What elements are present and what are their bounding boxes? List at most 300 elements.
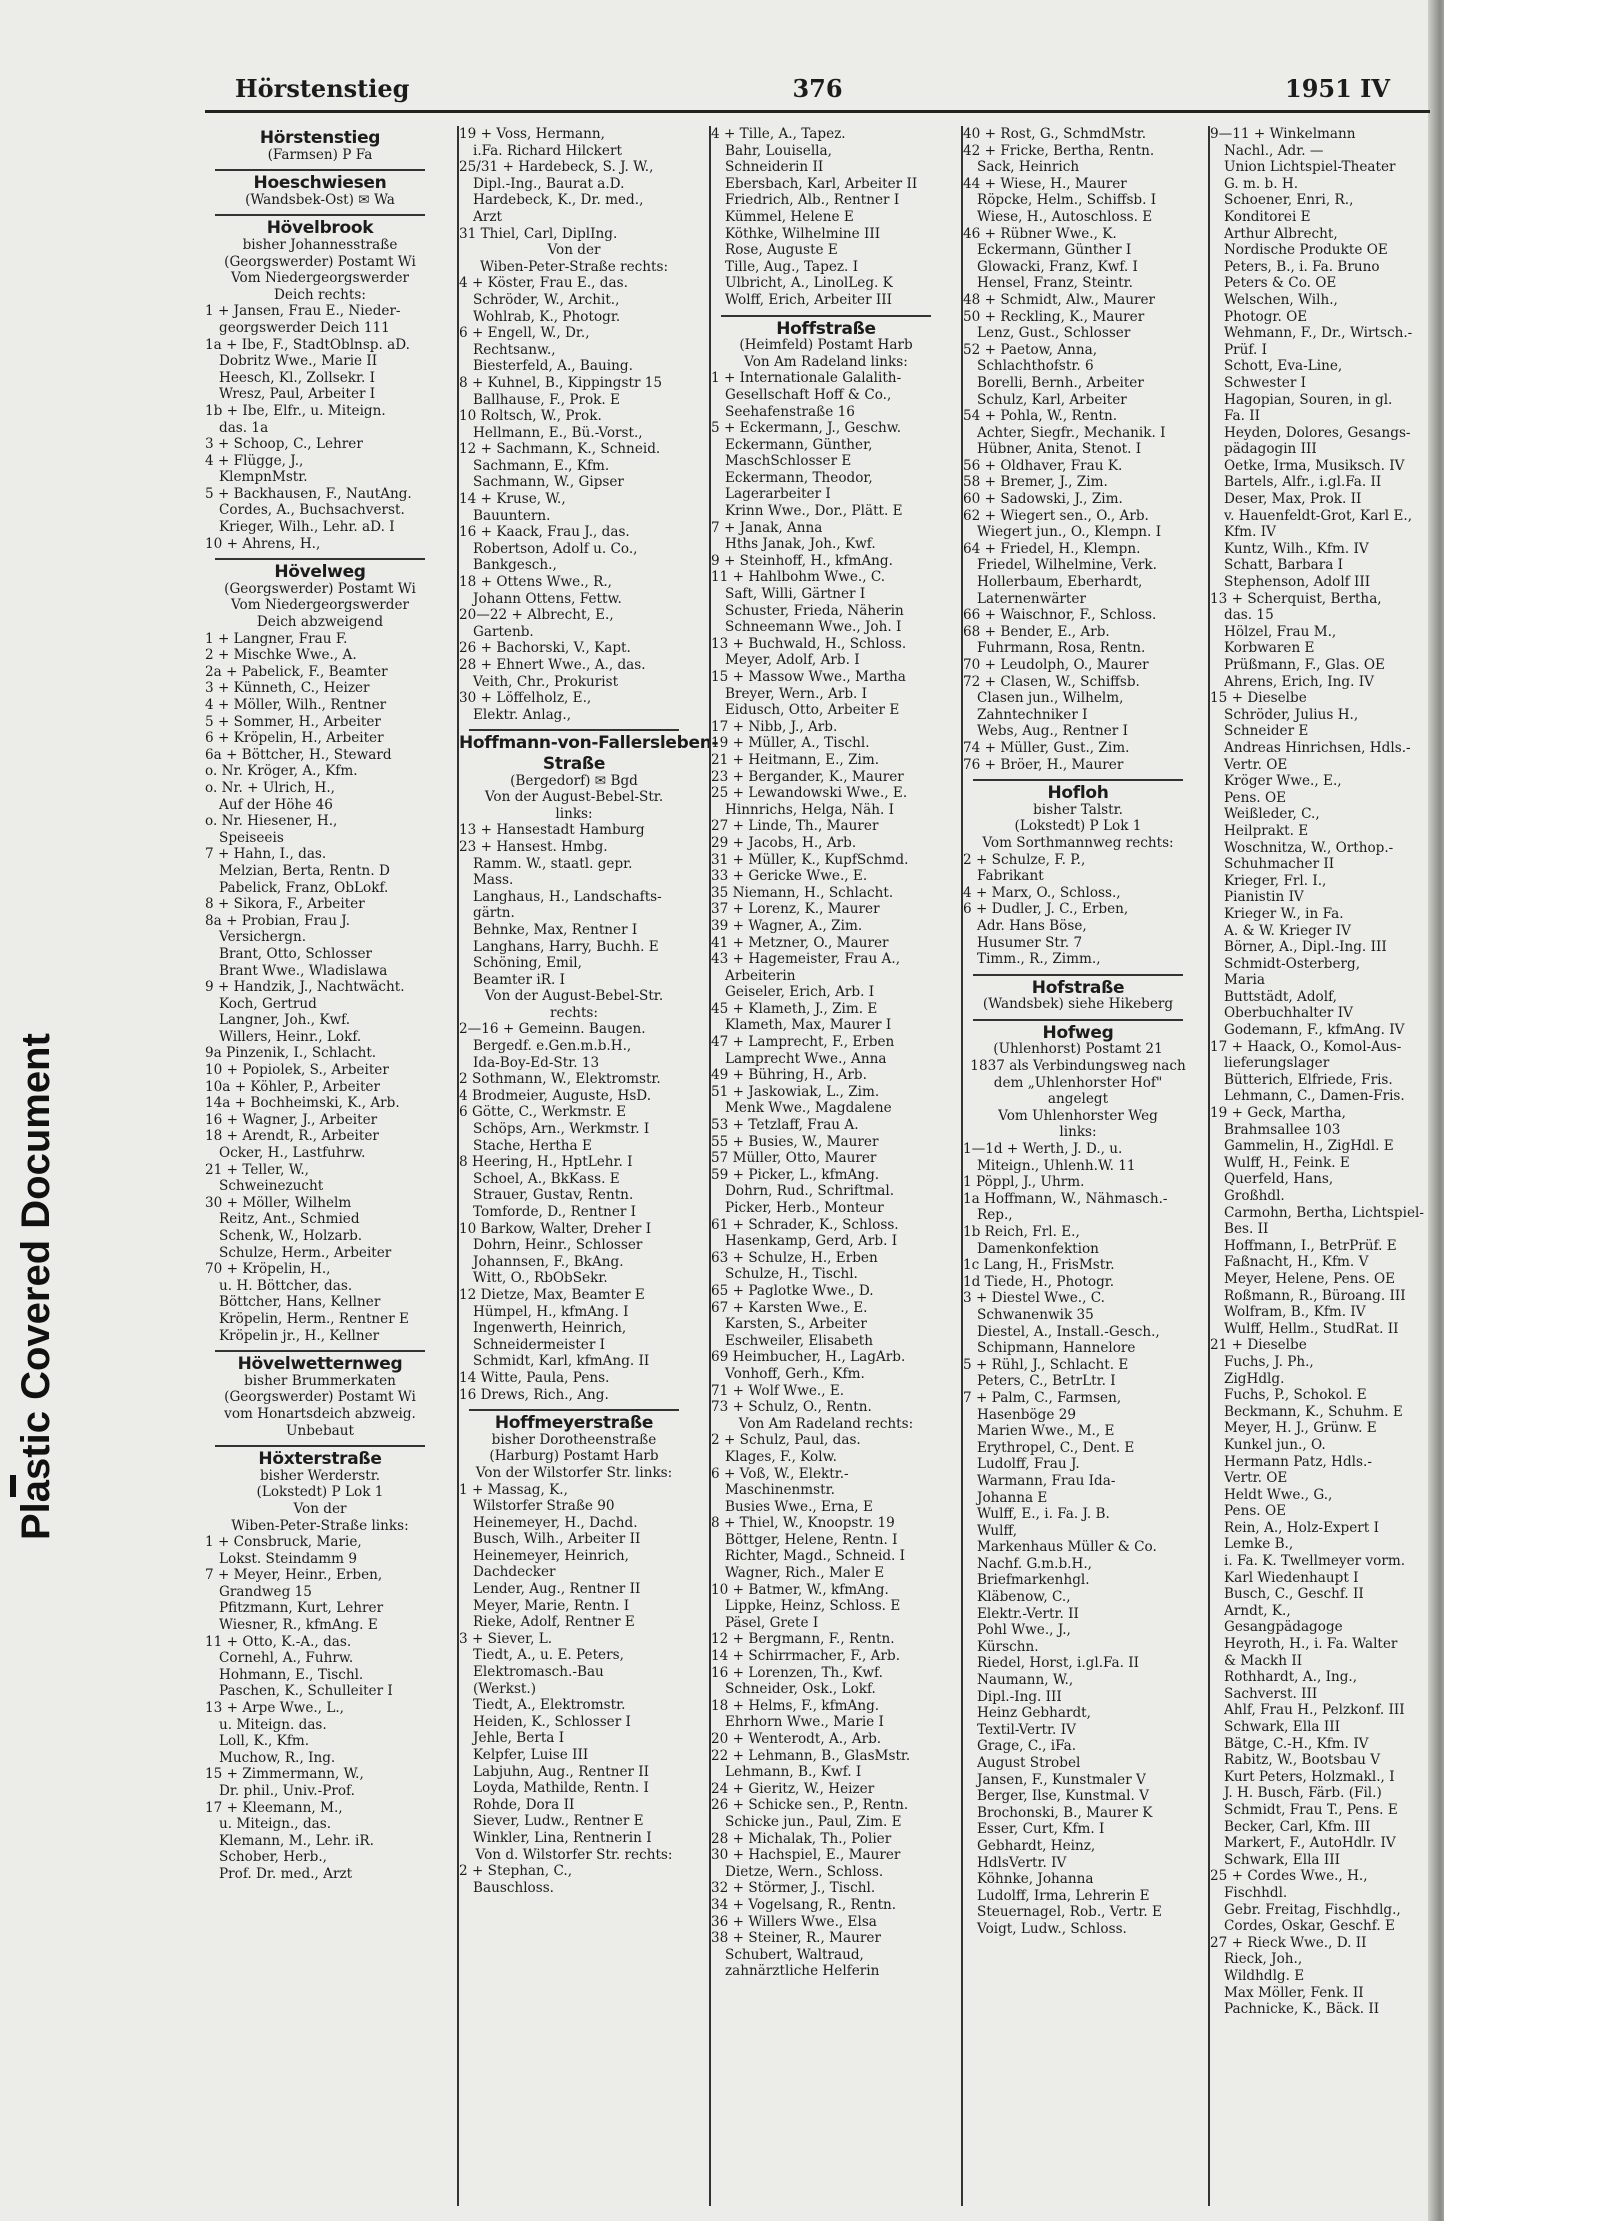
resident-entry: 8a + Probian, Frau J. xyxy=(205,912,350,929)
resident-entry: 42 + Fricke, Bertha, Rentn. xyxy=(963,142,1155,159)
resident-entry: v. Hauenfeldt-Grot, Karl E., xyxy=(1224,507,1413,524)
resident-entry: Hellmann, E., Bü.-Vorst., xyxy=(473,424,643,441)
resident-entry: das. 1a xyxy=(219,419,269,436)
resident-entry: Bauuntern. xyxy=(473,507,551,524)
resident-entry: Rein, A., Holz-Expert I xyxy=(1224,1519,1379,1536)
section-divider xyxy=(215,169,425,171)
resident-entry: Hardebeck, K., Dr. med., xyxy=(473,192,644,209)
resident-entry: Brahmsallee 103 xyxy=(1224,1121,1341,1138)
resident-entry: Schulze, Herm., Arbeiter xyxy=(219,1244,392,1261)
resident-entry: Damenkonfektion xyxy=(977,1240,1099,1257)
street-note: angelegt xyxy=(1047,1091,1109,1108)
resident-entry: Schröder, W., Archit., xyxy=(473,291,620,308)
resident-entry: Menk Wwe., Magdalene xyxy=(725,1100,892,1117)
resident-entry: 1c Lang, H., FrisMstr. xyxy=(963,1257,1115,1274)
resident-entry: Markenhaus Müller & Co. xyxy=(977,1539,1157,1556)
resident-entry: Bankgesch., xyxy=(473,557,557,574)
resident-entry: Marien Wwe., M., E xyxy=(977,1423,1115,1440)
resident-entry: Sachmann, W., Gipser xyxy=(473,474,624,491)
resident-entry: Vertr. OE xyxy=(1224,1470,1288,1487)
resident-entry: Schneider E xyxy=(1224,723,1309,740)
resident-entry: 18 + Helms, F., kfmAng. xyxy=(711,1697,880,1714)
resident-entry: Schmidt-Osterberg, xyxy=(1224,955,1361,972)
resident-entry: 4 + Marx, O., Schloss., xyxy=(963,884,1121,901)
resident-entry: Prof. Dr. med., Arzt xyxy=(219,1865,353,1882)
resident-entry: Beamter iR. I xyxy=(473,971,565,988)
resident-entry: Glowacki, Franz, Kwf. I xyxy=(977,258,1138,275)
street-heading: Hövelbrook xyxy=(266,218,374,239)
street-note: (Georgswerder) Postamt Wi xyxy=(224,253,416,270)
resident-entry: 15 + Massow Wwe., Martha xyxy=(711,669,906,685)
resident-entry: Webs, Aug., Rentner I xyxy=(977,723,1128,740)
resident-entry: 63 + Schulze, H., Erben xyxy=(711,1249,878,1266)
resident-entry: Dohrn, Rud., Schriftmal. xyxy=(725,1183,895,1200)
street-heading: Hofweg xyxy=(1042,1022,1114,1043)
resident-entry: Cornehl, A., Fuhrw. xyxy=(219,1650,354,1667)
street-note: Von Am Radeland rechts: xyxy=(738,1415,914,1432)
resident-entry: 26 + Schicke sen., P., Rentn. xyxy=(711,1797,909,1814)
resident-entry: 69 Heimbucher, H., LagArb. xyxy=(711,1349,906,1366)
header-year-part: 1951 IV xyxy=(1285,74,1390,103)
resident-entry: Schwanenwik 35 xyxy=(977,1306,1094,1323)
street-note: Vom Uhlenhorster Weg xyxy=(998,1107,1158,1124)
resident-entry: Ahrens, Erich, Ing. IV xyxy=(1224,673,1374,690)
resident-entry: 66 + Waischnor, F., Schloss. xyxy=(963,607,1157,624)
resident-entry: 6 + Engell, W., Dr., xyxy=(459,325,590,342)
resident-entry: Gesangpädagoge xyxy=(1224,1619,1343,1636)
resident-entry: Warmann, Frau Ida- xyxy=(977,1472,1116,1489)
resident-entry: Heinemeyer, H., Dachd. xyxy=(473,1514,638,1531)
resident-entry: Korbwaren E xyxy=(1224,640,1315,657)
resident-entry: Hensel, Franz, Steintr. xyxy=(977,275,1133,292)
resident-entry: Rothhardt, A., Ing., xyxy=(1224,1669,1358,1686)
resident-entry: u. Miteign., das. xyxy=(219,1816,332,1833)
street-note: (Harburg) Postamt Harb xyxy=(489,1448,659,1465)
street-note: bisher Johannesstraße xyxy=(242,236,398,253)
resident-entry: Lamprecht Wwe., Anna xyxy=(725,1050,887,1067)
resident-entry: Rose, Auguste E xyxy=(725,242,838,259)
resident-entry: Kelpfer, Luise III xyxy=(473,1747,589,1763)
column-5 xyxy=(1208,126,1432,2206)
resident-entry: Bes. II xyxy=(1224,1221,1269,1238)
resident-entry: Buttstädt, Adolf, xyxy=(1224,988,1337,1005)
resident-entry: 1 + Langner, Frau F. xyxy=(205,630,348,647)
section-divider xyxy=(721,315,931,317)
resident-entry: 10 + Popiolek, S., Arbeiter xyxy=(205,1062,389,1079)
resident-entry: Kläbenow, C., xyxy=(977,1589,1071,1606)
resident-entry: 70 + Kröpelin, H., xyxy=(205,1261,331,1278)
resident-entry: o. Nr. + Ulrich, H., xyxy=(205,779,335,796)
resident-entry: Eckermann, Theodor, xyxy=(725,469,873,486)
resident-entry: 39 + Wagner, A., Zim. xyxy=(711,917,863,934)
resident-entry: 21 + Heitmann, E., Zim. xyxy=(711,751,880,768)
resident-entry: 1b + Ibe, Elfr., u. Miteign. xyxy=(205,402,386,419)
resident-entry: Wohlrab, K., Photogr. xyxy=(473,308,621,325)
resident-entry: G. m. b. H. xyxy=(1224,175,1299,192)
resident-entry: i. Fa. K. Twellmeyer vorm. xyxy=(1224,1553,1406,1570)
resident-entry: Klameth, Max, Maurer I xyxy=(725,1017,892,1034)
resident-entry: i.Fa. Richard Hilckert xyxy=(473,142,622,159)
resident-entry: Busch, Wilh., Arbeiter II xyxy=(473,1531,641,1548)
resident-entry: Stache, Hertha E xyxy=(473,1137,592,1154)
resident-entry: 26 + Bachorski, V., Kapt. xyxy=(459,640,631,657)
street-note: Vom Sorthmannweg rechts: xyxy=(982,834,1174,851)
resident-entry: 2 + Schulze, F. P., xyxy=(963,851,1086,868)
street-heading: Hofstraße xyxy=(1031,977,1125,998)
resident-entry: Wiese, H., Autoschloss. E xyxy=(977,208,1153,225)
resident-entry: 3 + Diestel Wwe., C. xyxy=(963,1290,1105,1307)
resident-entry: Wiesner, R., kfmAng. E xyxy=(219,1617,378,1634)
directory-page xyxy=(205,60,1430,2210)
street-note: (Lokstedt) P Lok 1 xyxy=(256,1484,384,1501)
resident-entry: Vertr. OE xyxy=(1224,756,1288,773)
resident-entry: 4 + Tille, A., Tapez. xyxy=(711,126,846,142)
resident-entry: Nachf. G.m.b.H., xyxy=(977,1555,1092,1572)
resident-entry: 5 + Backhausen, F., NautAng. xyxy=(205,485,412,502)
resident-entry: 13 + Hansestadt Hamburg xyxy=(459,822,645,839)
resident-entry: Heilprakt. E xyxy=(1224,822,1309,839)
resident-entry: Husumer Str. 7 xyxy=(977,934,1083,951)
resident-entry: 41 + Metzner, O., Maurer xyxy=(711,934,889,951)
resident-entry: 21 + Teller, W., xyxy=(205,1161,310,1178)
resident-entry: & Mackh II xyxy=(1224,1652,1303,1669)
resident-entry: Clasen jun., Wilhelm, xyxy=(977,690,1124,707)
section-divider xyxy=(215,1445,425,1447)
resident-entry: Carmohn, Bertha, Lichtspiel- xyxy=(1224,1204,1424,1221)
street-note: (Bergedorf) ✉ Bgd xyxy=(510,772,638,789)
resident-entry: Schmidt, Frau T., Pens. E xyxy=(1224,1801,1398,1818)
resident-entry: Hths Janak, Joh., Kwf. xyxy=(725,536,876,553)
street-note: links: xyxy=(555,805,593,822)
resident-entry: 9a Pinzenik, I., Schlacht. xyxy=(205,1045,377,1062)
resident-entry: Maria xyxy=(1224,972,1265,989)
resident-entry: Fabrikant xyxy=(977,868,1044,885)
street-heading: Hörstenstieg xyxy=(259,128,381,148)
resident-entry: 18 + Ottens Wwe., R., xyxy=(459,574,612,591)
resident-entry: Schwark, Ella III xyxy=(1224,1719,1340,1735)
resident-entry: Lehmann, B., Kwf. I xyxy=(725,1764,862,1781)
resident-entry: 9—11 + Winkelmann xyxy=(1210,126,1356,142)
resident-entry: 14 Witte, Paula, Pens. xyxy=(459,1369,610,1386)
street-note: (Wandsbek) siehe Hikeberg xyxy=(982,996,1174,1013)
column-4 xyxy=(961,126,1193,2206)
resident-entry: 16 Drews, Rich., Ang. xyxy=(459,1386,609,1403)
resident-entry: Peters, C., BetrLtr. I xyxy=(977,1373,1116,1390)
resident-entry: 6a + Böttcher, H., Steward xyxy=(205,746,392,763)
resident-entry: 10a + Köhler, P., Arbeiter xyxy=(205,1078,380,1095)
resident-entry: 6 + Voß, W., Elektr.- xyxy=(711,1465,849,1482)
resident-entry: Schober, Herb., xyxy=(219,1849,327,1866)
resident-entry: Großhdl. xyxy=(1224,1188,1285,1204)
resident-entry: Erythropel, C., Dent. E xyxy=(977,1439,1135,1456)
resident-entry: Fuchs, J. Ph., xyxy=(1224,1353,1314,1370)
resident-entry: Seehafenstraße 16 xyxy=(725,403,855,420)
resident-entry: Steuernagel, Rob., Vertr. E xyxy=(977,1904,1162,1921)
resident-entry: Oetke, Irma, Musiksch. IV xyxy=(1224,457,1405,474)
resident-entry: Peters, B., i. Fa. Bruno xyxy=(1224,258,1380,275)
street-heading: Hövelwetternweg xyxy=(237,1354,403,1375)
resident-entry: Muchow, R., Ing. xyxy=(219,1749,336,1766)
resident-entry: Rechtsanw., xyxy=(473,341,556,358)
resident-entry: Konditorei E xyxy=(1224,208,1311,225)
resident-entry: Heiden, K., Schlosser I xyxy=(473,1713,631,1730)
resident-entry: Schwark, Ella III xyxy=(1224,1851,1340,1868)
resident-entry: 43 + Hagemeister, Frau A., xyxy=(711,951,901,968)
resident-entry: Winkler, Lina, Rentnerin I xyxy=(473,1829,652,1846)
resident-entry: Hasenböge 29 xyxy=(977,1406,1076,1423)
resident-entry: Päsel, Grete I xyxy=(725,1614,819,1631)
resident-entry: Schöning, Emil, xyxy=(473,955,582,972)
resident-entry: 6 + Kröpelin, H., Arbeiter xyxy=(205,730,384,747)
resident-entry: Pfitzmann, Kurt, Lehrer xyxy=(219,1600,384,1617)
resident-entry: Rep., xyxy=(977,1207,1013,1224)
resident-entry: Kümmel, Helene E xyxy=(725,208,854,225)
resident-entry: Schneider, Osk., Lokf. xyxy=(725,1681,876,1698)
resident-entry: 14 + Schirrmacher, F., Arb. xyxy=(711,1648,901,1665)
resident-entry: 55 + Busies, W., Maurer xyxy=(711,1133,879,1150)
street-note: bisher Brummerkaten xyxy=(244,1372,396,1389)
resident-entry: Tomforde, D., Rentner I xyxy=(473,1204,637,1220)
resident-entry: 8 + Kuhnel, B., Kippingstr 15 xyxy=(459,374,663,391)
resident-entry: Gebhardt, Heinz, xyxy=(977,1837,1096,1854)
resident-entry: Veith, Chr., Prokurist xyxy=(473,673,619,690)
resident-entry: Melzian, Berta, Rentn. D xyxy=(219,862,390,879)
resident-entry: Hagopian, Souren, in gl. xyxy=(1224,391,1393,408)
resident-entry: Kuntz, Wilh., Kfm. IV xyxy=(1224,540,1369,557)
street-note: 1837 als Verbindungsweg nach xyxy=(970,1058,1186,1075)
resident-entry: 8 + Thiel, W., Knoopstr. 19 xyxy=(711,1515,895,1532)
street-note: bisher Werderstr. xyxy=(259,1467,381,1484)
resident-entry: 44 + Wiese, H., Maurer xyxy=(963,175,1127,192)
resident-entry: 32 + Störmer, J., Tischl. xyxy=(711,1880,876,1897)
street-note: rechts: xyxy=(550,1004,598,1021)
resident-entry: Schenk, W., Holzarb. xyxy=(219,1228,363,1244)
resident-entry: Krinn Wwe., Dor., Plätt. E xyxy=(725,503,903,520)
resident-entry: u. H. Böttcher, das. xyxy=(219,1277,353,1294)
resident-entry: Fuhrmann, Rosa, Rentn. xyxy=(977,640,1146,657)
resident-entry: Deser, Max, Prok. II xyxy=(1224,491,1362,508)
street-note: Deich rechts: xyxy=(274,286,366,303)
resident-entry: 72 + Clasen, W., Schiffsb. xyxy=(963,673,1140,690)
resident-entry: Naumann, W., xyxy=(977,1672,1074,1689)
resident-entry: Schneiderin II xyxy=(725,159,824,176)
resident-entry: 1 + Internationale Galalith- xyxy=(711,370,902,387)
resident-entry: Lender, Aug., Rentner II xyxy=(473,1581,641,1598)
resident-entry: Dipl.-Ing., Baurat a.D. xyxy=(473,175,625,192)
resident-entry: Andreas Hinrichsen, Hdls.- xyxy=(1224,739,1411,756)
resident-entry: Tiedt, A., Elektromstr. xyxy=(473,1697,626,1714)
resident-entry: Hollerbaum, Eberhardt, xyxy=(977,574,1143,591)
resident-entry: Loll, K., Kfm. xyxy=(219,1733,310,1750)
section-divider xyxy=(469,1409,679,1411)
resident-entry: Woschnitza, W., Orthop.- xyxy=(1224,839,1394,856)
resident-entry: Labjuhn, Aug., Rentner II xyxy=(473,1763,650,1780)
resident-entry: 16 + Lorenzen, Th., Kwf. xyxy=(711,1664,883,1681)
resident-entry: 76 + Bröer, H., Maurer xyxy=(963,756,1124,773)
resident-entry: 46 + Rübner Wwe., K. xyxy=(963,225,1117,242)
resident-entry: Hümpel, H., kfmAng. I xyxy=(473,1303,629,1320)
resident-entry: 36 + Willers Wwe., Elsa xyxy=(711,1913,877,1930)
resident-entry: Beckmann, K., Schuhm. E xyxy=(1224,1403,1403,1420)
resident-entry: 12 Dietze, Max, Beamter E xyxy=(459,1286,645,1303)
resident-entry: Krieger, Frl. I., xyxy=(1224,872,1327,889)
resident-entry: Kfm. IV xyxy=(1224,524,1276,541)
resident-entry: Schulze, H., Tischl. xyxy=(725,1266,858,1283)
resident-entry: Pens. OE xyxy=(1224,1503,1287,1520)
resident-entry: Meyer, Marie, Rentn. I xyxy=(473,1597,630,1614)
resident-entry: Bätge, C.-H., Kfm. IV xyxy=(1224,1735,1369,1752)
resident-entry: Johanna E xyxy=(977,1489,1048,1506)
street-note: dem „Uhlenhorster Hof" xyxy=(993,1074,1163,1091)
resident-entry: 9 + Handzik, J., Nachtwächt. xyxy=(205,979,405,996)
resident-entry: Schatt, Barbara I xyxy=(1224,557,1344,574)
resident-entry: u. Miteign. das. xyxy=(219,1716,327,1733)
resident-entry: 60 + Sadowski, J., Zim. xyxy=(963,491,1123,508)
resident-entry: 47 + Lamprecht, F., Erben xyxy=(711,1034,895,1051)
resident-entry: Diestel, A., Install.-Gesch., xyxy=(977,1323,1160,1340)
section-divider xyxy=(973,1019,1183,1021)
street-note: Von der August-Bebel-Str. xyxy=(484,789,664,806)
resident-entry: Querfeld, Hans, xyxy=(1224,1171,1334,1188)
resident-entry: Schneidermeister I xyxy=(473,1336,606,1353)
resident-entry: Langhaus, H., Landschafts- xyxy=(473,888,662,905)
resident-entry: 30 + Möller, Wilhelm xyxy=(205,1194,352,1211)
resident-entry: 31 Thiel, Carl, DiplIng. xyxy=(459,225,618,242)
resident-entry: 33 + Gericke Wwe., E. xyxy=(711,868,868,885)
street-note: (Georgswerder) Postamt Wi xyxy=(224,1389,416,1406)
resident-entry: Heldt Wwe., G., xyxy=(1224,1486,1333,1503)
resident-entry: Rieck, Joh., xyxy=(1224,1951,1303,1968)
resident-entry: Ludolff, Frau J. xyxy=(977,1456,1080,1473)
header-street-name: Hörstenstieg xyxy=(235,74,410,103)
resident-entry: 1b Reich, Frl. E., xyxy=(963,1224,1080,1240)
resident-entry: 13 + Arpe Wwe., L., xyxy=(205,1700,344,1717)
resident-entry: MaschSchlosser E xyxy=(725,453,852,470)
resident-entry: Pohl Wwe., J., xyxy=(977,1622,1071,1639)
street-note: Von der Wilstorfer Str. links: xyxy=(475,1464,673,1481)
resident-entry: Schott, Eva-Line, xyxy=(1224,358,1343,375)
street-note: Von der xyxy=(293,1500,347,1517)
resident-entry: 1—1d + Werth, J. D., u. xyxy=(963,1141,1123,1158)
resident-entry: Dietze, Wern., Schloss. xyxy=(725,1863,884,1880)
resident-entry: 1 + Consbruck, Marie, xyxy=(205,1534,362,1551)
resident-entry: Biesterfeld, A., Bauing. xyxy=(473,358,633,375)
resident-entry: Tiedt, A., u. E. Peters, xyxy=(473,1647,624,1664)
resident-entry: 5 + Rühl, J., Schlacht. E xyxy=(963,1356,1129,1373)
resident-entry: 2 Sothmann, W., Elektromstr. xyxy=(459,1071,661,1088)
resident-entry: Arbeiterin xyxy=(725,967,796,984)
resident-entry: 17 + Nibb, J., Arb. xyxy=(711,718,838,735)
resident-entry: Dr. phil., Univ.-Prof. xyxy=(219,1783,355,1799)
resident-entry: 45 + Klameth, J., Zim. E xyxy=(711,1000,878,1017)
resident-entry: 20 + Wenterodt, A., Arb. xyxy=(711,1731,882,1747)
resident-entry: 3 + Schoop, C., Lehrer xyxy=(205,436,363,453)
resident-entry: Textil-Vertr. IV xyxy=(977,1721,1076,1738)
resident-entry: Johannsen, F., BkAng. xyxy=(473,1253,624,1270)
resident-entry: Richter, Magd., Schneid. I xyxy=(725,1548,906,1565)
resident-entry: Gebr. Freitag, Fischhdlg., xyxy=(1224,1901,1401,1918)
resident-entry: Ocker, H., Lastfuhrw. xyxy=(219,1145,366,1162)
resident-entry: 59 + Picker, L., kfmAng. xyxy=(711,1166,880,1183)
resident-entry: Riedel, Horst, i.gl.Fa. II xyxy=(977,1655,1140,1672)
resident-entry: Loyda, Mathilde, Rentn. I xyxy=(473,1780,649,1797)
resident-entry: Eschweiler, Elisabeth xyxy=(725,1332,873,1349)
resident-entry: Krieger, Wilh., Lehr. aD. I xyxy=(219,519,395,536)
resident-entry: Arzt xyxy=(473,208,502,225)
resident-entry: 2—16 + Gemeinn. Baugen. xyxy=(459,1021,646,1038)
resident-entry: 21 + Dieselbe xyxy=(1210,1337,1307,1354)
resident-entry: 10 + Ahrens, H., xyxy=(205,535,321,552)
street-heading: Hoffstraße xyxy=(776,318,876,339)
resident-entry: Schneemann Wwe., Joh. I xyxy=(725,619,902,636)
resident-entry: Schuhmacher II xyxy=(1224,856,1335,873)
resident-entry: 10 + Batmer, W., kfmAng. xyxy=(711,1581,889,1598)
header-rule xyxy=(205,110,1430,113)
resident-entry: 7 + Hahn, I., das. xyxy=(205,846,327,863)
resident-entry: Achter, Siegfr., Mechanik. I xyxy=(977,424,1166,441)
resident-entry: Busies Wwe., Erna, E xyxy=(725,1498,873,1515)
section-divider xyxy=(215,1350,425,1352)
resident-entry: 48 + Schmidt, Alw., Maurer xyxy=(963,291,1156,308)
resident-entry: Schröder, Julius H., xyxy=(1224,706,1359,723)
resident-entry: J. H. Busch, Färb. (Fil.) xyxy=(1224,1785,1382,1802)
resident-entry: 2 + Schulz, Paul, das. xyxy=(711,1432,861,1449)
resident-entry: Schwester I xyxy=(1224,374,1307,391)
resident-entry: Karl Wiedenhaupt I xyxy=(1224,1569,1359,1586)
street-note: (Wandsbek-Ost) ✉ Wa xyxy=(245,191,395,208)
resident-entry: 11 + Otto, K.-A., das. xyxy=(205,1633,352,1650)
resident-entry: Grandweg 15 xyxy=(219,1583,312,1600)
resident-entry: 4 + Möller, Wilh., Rentner xyxy=(205,697,387,713)
resident-entry: 3 + Siever, L. xyxy=(459,1630,553,1647)
resident-entry: Miteign., Uhlenh.W. 11 xyxy=(977,1157,1136,1174)
resident-entry: Meyer, H. J., Grünw. E xyxy=(1224,1420,1377,1437)
resident-entry: 16 + Wagner, J., Arbeiter xyxy=(205,1111,378,1128)
resident-entry: Langhans, Harry, Buchh. E xyxy=(473,938,659,955)
resident-entry: Wresz, Paul, Arbeiter I xyxy=(219,386,376,403)
resident-entry: Arndt, K., xyxy=(1224,1602,1291,1619)
resident-entry: 2 + Stephan, C., xyxy=(459,1863,573,1880)
resident-entry: 30 + Hachspiel, E., Maurer xyxy=(711,1847,901,1864)
section-divider xyxy=(973,974,1183,976)
resident-entry: 51 + Jaskowiak, L., Zim. xyxy=(711,1083,880,1100)
resident-entry: August Strobel xyxy=(977,1755,1081,1771)
resident-entry: 4 Brodmeier, Auguste, HsD. xyxy=(459,1087,652,1104)
resident-entry: 4 + Flügge, J., xyxy=(205,452,304,469)
resident-entry: Wulff, Hellm., StudRat. II xyxy=(1224,1320,1399,1337)
resident-entry: 5 + Sommer, H., Arbeiter xyxy=(205,713,381,730)
resident-entry: georgswerder Deich 111 xyxy=(219,319,390,336)
page-right-margin xyxy=(1444,0,1600,2221)
street-heading: Hövelweg xyxy=(274,562,366,583)
resident-entry: gärtn. xyxy=(473,905,515,922)
resident-entry: 1 + Jansen, Frau E., Nieder- xyxy=(205,303,401,320)
resident-entry: Bauschloss. xyxy=(473,1879,554,1896)
resident-entry: 27 + Linde, Th., Maurer xyxy=(711,818,879,835)
resident-entry: 7 + Janak, Anna xyxy=(711,519,823,536)
section-divider xyxy=(973,779,1183,781)
resident-entry: Ingenwerth, Heinrich, xyxy=(473,1320,627,1337)
resident-entry: Fischhdl. xyxy=(1224,1884,1288,1901)
resident-entry: Welschen, Wilh., xyxy=(1224,291,1338,308)
resident-entry: 6 Götte, C., Werkmstr. E xyxy=(459,1104,627,1121)
resident-entry: Wolfram, B., Kfm. IV xyxy=(1224,1304,1366,1321)
resident-entry: Heyden, Dolores, Gesangs- xyxy=(1224,424,1411,441)
resident-entry: Ludolff, Irma, Lehrerin E xyxy=(977,1887,1150,1904)
resident-entry: Speiseeis xyxy=(219,829,284,846)
resident-entry: Pianistin IV xyxy=(1224,889,1304,906)
resident-entry: Lemke B., xyxy=(1224,1536,1294,1553)
